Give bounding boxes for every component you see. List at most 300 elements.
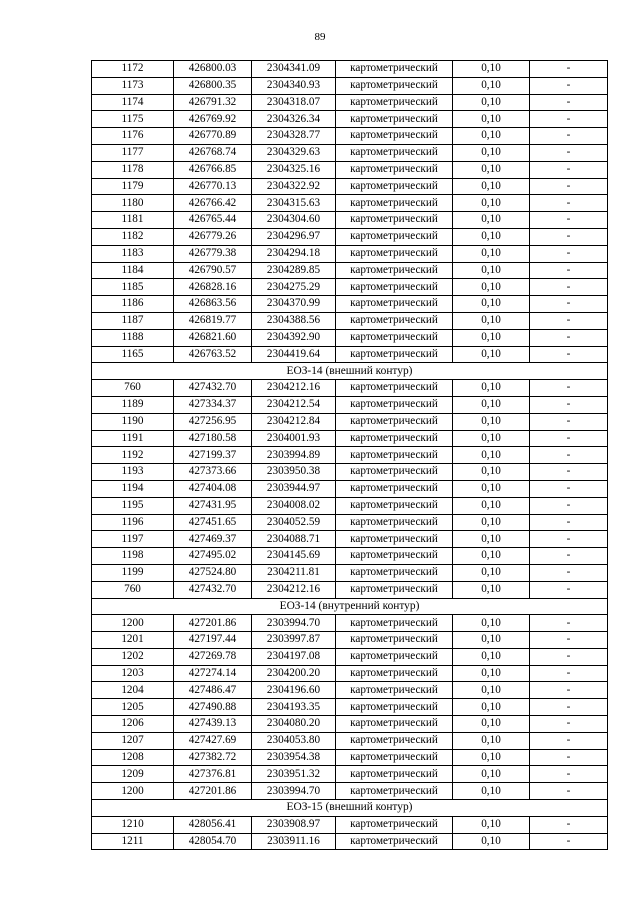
table-row bbox=[92, 816, 608, 833]
point-number-cell: 1198 bbox=[92, 548, 174, 565]
method-cell: картометрический bbox=[336, 111, 453, 128]
x-coordinate-cell: 427180.58 bbox=[174, 430, 252, 447]
note-cell: - bbox=[530, 716, 608, 733]
method-cell: картометрический bbox=[336, 632, 453, 649]
method-cell: картометрический bbox=[336, 447, 453, 464]
accuracy-cell: 0,10 bbox=[453, 111, 530, 128]
x-coordinate-cell: 427199.37 bbox=[174, 447, 252, 464]
accuracy-cell: 0,10 bbox=[453, 665, 530, 682]
section-header-row bbox=[92, 800, 608, 817]
point-number-cell: 760 bbox=[92, 581, 174, 598]
method-cell: картометрический bbox=[336, 245, 453, 262]
y-coordinate-cell: 2304196.60 bbox=[252, 682, 336, 699]
method-cell: картометрический bbox=[336, 514, 453, 531]
point-number-cell: 1205 bbox=[92, 699, 174, 716]
note-cell: - bbox=[530, 380, 608, 397]
y-coordinate-cell: 2304341.09 bbox=[252, 61, 336, 78]
method-cell: картометрический bbox=[336, 161, 453, 178]
point-number-cell: 1206 bbox=[92, 716, 174, 733]
accuracy-cell: 0,10 bbox=[453, 783, 530, 800]
method-cell: картометрический bbox=[336, 94, 453, 111]
note-cell: - bbox=[530, 816, 608, 833]
table-row bbox=[92, 413, 608, 430]
method-cell: картометрический bbox=[336, 749, 453, 766]
accuracy-cell: 0,10 bbox=[453, 430, 530, 447]
note-cell: - bbox=[530, 464, 608, 481]
table-row bbox=[92, 329, 608, 346]
y-coordinate-cell: 2304419.64 bbox=[252, 346, 336, 363]
accuracy-cell: 0,10 bbox=[453, 480, 530, 497]
point-number-cell: 1176 bbox=[92, 128, 174, 145]
table-row bbox=[92, 548, 608, 565]
x-coordinate-cell: 426800.35 bbox=[174, 77, 252, 94]
method-cell: картометрический bbox=[336, 581, 453, 598]
method-cell: картометрический bbox=[336, 128, 453, 145]
method-cell: картометрический bbox=[336, 615, 453, 632]
method-cell: картометрический bbox=[336, 279, 453, 296]
point-number-cell: 1173 bbox=[92, 77, 174, 94]
point-number-cell: 1208 bbox=[92, 749, 174, 766]
accuracy-cell: 0,10 bbox=[453, 564, 530, 581]
table-row bbox=[92, 497, 608, 514]
table-row bbox=[92, 346, 608, 363]
x-coordinate-cell: 427256.95 bbox=[174, 413, 252, 430]
x-coordinate-cell: 427469.37 bbox=[174, 531, 252, 548]
table-row bbox=[92, 178, 608, 195]
accuracy-cell: 0,10 bbox=[453, 732, 530, 749]
note-cell: - bbox=[530, 212, 608, 229]
method-cell: картометрический bbox=[336, 212, 453, 229]
accuracy-cell: 0,10 bbox=[453, 648, 530, 665]
y-coordinate-cell: 2304322.92 bbox=[252, 178, 336, 195]
table-row bbox=[92, 195, 608, 212]
point-number-cell: 1172 bbox=[92, 61, 174, 78]
table-row bbox=[92, 447, 608, 464]
accuracy-cell: 0,10 bbox=[453, 413, 530, 430]
point-number-cell: 1189 bbox=[92, 396, 174, 413]
y-coordinate-cell: 2304328.77 bbox=[252, 128, 336, 145]
x-coordinate-cell: 427431.95 bbox=[174, 497, 252, 514]
table-row bbox=[92, 480, 608, 497]
accuracy-cell: 0,10 bbox=[453, 329, 530, 346]
accuracy-cell: 0,10 bbox=[453, 195, 530, 212]
table-row bbox=[92, 61, 608, 78]
accuracy-cell: 0,10 bbox=[453, 749, 530, 766]
accuracy-cell: 0,10 bbox=[453, 396, 530, 413]
note-cell: - bbox=[530, 732, 608, 749]
x-coordinate-cell: 426779.38 bbox=[174, 245, 252, 262]
x-coordinate-cell: 427334.37 bbox=[174, 396, 252, 413]
method-cell: картометрический bbox=[336, 766, 453, 783]
note-cell: - bbox=[530, 665, 608, 682]
accuracy-cell: 0,10 bbox=[453, 632, 530, 649]
note-cell: - bbox=[530, 262, 608, 279]
y-coordinate-cell: 2304392.90 bbox=[252, 329, 336, 346]
point-number-cell: 1186 bbox=[92, 296, 174, 313]
point-number-cell: 1190 bbox=[92, 413, 174, 430]
point-number-cell: 1207 bbox=[92, 732, 174, 749]
accuracy-cell: 0,10 bbox=[453, 212, 530, 229]
method-cell: картометрический bbox=[336, 833, 453, 850]
point-number-cell: 1175 bbox=[92, 111, 174, 128]
table-row bbox=[92, 212, 608, 229]
y-coordinate-cell: 2304145.69 bbox=[252, 548, 336, 565]
method-cell: картометрический bbox=[336, 262, 453, 279]
table-row bbox=[92, 716, 608, 733]
accuracy-cell: 0,10 bbox=[453, 766, 530, 783]
point-number-cell: 1195 bbox=[92, 497, 174, 514]
y-coordinate-cell: 2304052.59 bbox=[252, 514, 336, 531]
method-cell: картометрический bbox=[336, 716, 453, 733]
table-row bbox=[92, 161, 608, 178]
table-row bbox=[92, 581, 608, 598]
method-cell: картометрический bbox=[336, 783, 453, 800]
x-coordinate-cell: 427490.88 bbox=[174, 699, 252, 716]
section-header-row bbox=[92, 363, 608, 380]
y-coordinate-cell: 2303994.70 bbox=[252, 783, 336, 800]
table-row bbox=[92, 430, 608, 447]
y-coordinate-cell: 2304340.93 bbox=[252, 77, 336, 94]
method-cell: картометрический bbox=[336, 396, 453, 413]
table-row bbox=[92, 682, 608, 699]
x-coordinate-cell: 426766.85 bbox=[174, 161, 252, 178]
method-cell: картометрический bbox=[336, 77, 453, 94]
table-row bbox=[92, 833, 608, 850]
x-coordinate-cell: 427404.08 bbox=[174, 480, 252, 497]
point-number-cell: 1200 bbox=[92, 615, 174, 632]
accuracy-cell: 0,10 bbox=[453, 262, 530, 279]
note-cell: - bbox=[530, 94, 608, 111]
point-number-cell: 1202 bbox=[92, 648, 174, 665]
y-coordinate-cell: 2304200.20 bbox=[252, 665, 336, 682]
point-number-cell: 1197 bbox=[92, 531, 174, 548]
table-row bbox=[92, 464, 608, 481]
accuracy-cell: 0,10 bbox=[453, 279, 530, 296]
y-coordinate-cell: 2304001.93 bbox=[252, 430, 336, 447]
point-number-cell: 1181 bbox=[92, 212, 174, 229]
point-number-cell: 1182 bbox=[92, 228, 174, 245]
table-row bbox=[92, 245, 608, 262]
point-number-cell: 1200 bbox=[92, 783, 174, 800]
method-cell: картометрический bbox=[336, 296, 453, 313]
accuracy-cell: 0,10 bbox=[453, 816, 530, 833]
x-coordinate-cell: 426821.60 bbox=[174, 329, 252, 346]
x-coordinate-cell: 427274.14 bbox=[174, 665, 252, 682]
accuracy-cell: 0,10 bbox=[453, 94, 530, 111]
x-coordinate-cell: 427376.81 bbox=[174, 766, 252, 783]
y-coordinate-cell: 2303997.87 bbox=[252, 632, 336, 649]
point-number-cell: 1204 bbox=[92, 682, 174, 699]
method-cell: картометрический bbox=[336, 497, 453, 514]
x-coordinate-cell: 426863.56 bbox=[174, 296, 252, 313]
x-coordinate-cell: 426766.42 bbox=[174, 195, 252, 212]
point-number-cell: 1201 bbox=[92, 632, 174, 649]
method-cell: картометрический bbox=[336, 430, 453, 447]
table-row bbox=[92, 128, 608, 145]
note-cell: - bbox=[530, 682, 608, 699]
note-cell: - bbox=[530, 648, 608, 665]
accuracy-cell: 0,10 bbox=[453, 447, 530, 464]
accuracy-cell: 0,10 bbox=[453, 464, 530, 481]
accuracy-cell: 0,10 bbox=[453, 61, 530, 78]
y-coordinate-cell: 2303911.16 bbox=[252, 833, 336, 850]
y-coordinate-cell: 2303950.38 bbox=[252, 464, 336, 481]
point-number-cell: 1194 bbox=[92, 480, 174, 497]
note-cell: - bbox=[530, 195, 608, 212]
y-coordinate-cell: 2304212.16 bbox=[252, 581, 336, 598]
y-coordinate-cell: 2304315.63 bbox=[252, 195, 336, 212]
y-coordinate-cell: 2303944.97 bbox=[252, 480, 336, 497]
accuracy-cell: 0,10 bbox=[453, 581, 530, 598]
y-coordinate-cell: 2304008.02 bbox=[252, 497, 336, 514]
point-number-cell: 1192 bbox=[92, 447, 174, 464]
accuracy-cell: 0,10 bbox=[453, 615, 530, 632]
point-number-cell: 1180 bbox=[92, 195, 174, 212]
note-cell: - bbox=[530, 329, 608, 346]
x-coordinate-cell: 426770.89 bbox=[174, 128, 252, 145]
point-number-cell: 1184 bbox=[92, 262, 174, 279]
accuracy-cell: 0,10 bbox=[453, 245, 530, 262]
note-cell: - bbox=[530, 296, 608, 313]
x-coordinate-cell: 428054.70 bbox=[174, 833, 252, 850]
method-cell: картометрический bbox=[336, 732, 453, 749]
accuracy-cell: 0,10 bbox=[453, 296, 530, 313]
x-coordinate-cell: 427373.66 bbox=[174, 464, 252, 481]
point-number-cell: 760 bbox=[92, 380, 174, 397]
table-row bbox=[92, 531, 608, 548]
y-coordinate-cell: 2303994.89 bbox=[252, 447, 336, 464]
x-coordinate-cell: 427197.44 bbox=[174, 632, 252, 649]
note-cell: - bbox=[530, 61, 608, 78]
accuracy-cell: 0,10 bbox=[453, 380, 530, 397]
y-coordinate-cell: 2304088.71 bbox=[252, 531, 336, 548]
accuracy-cell: 0,10 bbox=[453, 178, 530, 195]
method-cell: картометрический bbox=[336, 564, 453, 581]
note-cell: - bbox=[530, 581, 608, 598]
note-cell: - bbox=[530, 144, 608, 161]
table-row bbox=[92, 564, 608, 581]
method-cell: картометрический bbox=[336, 380, 453, 397]
coordinates-table bbox=[91, 60, 608, 850]
table-row bbox=[92, 228, 608, 245]
point-number-cell: 1183 bbox=[92, 245, 174, 262]
method-cell: картометрический bbox=[336, 144, 453, 161]
x-coordinate-cell: 426819.77 bbox=[174, 312, 252, 329]
x-coordinate-cell: 427432.70 bbox=[174, 581, 252, 598]
method-cell: картометрический bbox=[336, 312, 453, 329]
x-coordinate-cell: 427382.72 bbox=[174, 749, 252, 766]
note-cell: - bbox=[530, 514, 608, 531]
x-coordinate-cell: 427201.86 bbox=[174, 783, 252, 800]
method-cell: картометрический bbox=[336, 464, 453, 481]
x-coordinate-cell: 428056.41 bbox=[174, 816, 252, 833]
accuracy-cell: 0,10 bbox=[453, 161, 530, 178]
table-row bbox=[92, 514, 608, 531]
method-cell: картометрический bbox=[336, 548, 453, 565]
x-coordinate-cell: 427269.78 bbox=[174, 648, 252, 665]
table-row bbox=[92, 732, 608, 749]
point-number-cell: 1187 bbox=[92, 312, 174, 329]
y-coordinate-cell: 2304197.08 bbox=[252, 648, 336, 665]
x-coordinate-cell: 427486.47 bbox=[174, 682, 252, 699]
accuracy-cell: 0,10 bbox=[453, 833, 530, 850]
x-coordinate-cell: 427524.80 bbox=[174, 564, 252, 581]
note-cell: - bbox=[530, 531, 608, 548]
table-row bbox=[92, 262, 608, 279]
x-coordinate-cell: 427427.69 bbox=[174, 732, 252, 749]
y-coordinate-cell: 2303951.32 bbox=[252, 766, 336, 783]
x-coordinate-cell: 426791.32 bbox=[174, 94, 252, 111]
note-cell: - bbox=[530, 447, 608, 464]
section-title: ЕОЗ-14 (внутренний контур) bbox=[92, 598, 608, 615]
table-row bbox=[92, 94, 608, 111]
y-coordinate-cell: 2304275.29 bbox=[252, 279, 336, 296]
method-cell: картометрический bbox=[336, 61, 453, 78]
accuracy-cell: 0,10 bbox=[453, 497, 530, 514]
accuracy-cell: 0,10 bbox=[453, 346, 530, 363]
y-coordinate-cell: 2304326.34 bbox=[252, 111, 336, 128]
section-header-row bbox=[92, 598, 608, 615]
note-cell: - bbox=[530, 699, 608, 716]
method-cell: картометрический bbox=[336, 699, 453, 716]
table-row bbox=[92, 296, 608, 313]
method-cell: картометрический bbox=[336, 531, 453, 548]
note-cell: - bbox=[530, 480, 608, 497]
note-cell: - bbox=[530, 178, 608, 195]
table-row bbox=[92, 77, 608, 94]
point-number-cell: 1193 bbox=[92, 464, 174, 481]
accuracy-cell: 0,10 bbox=[453, 514, 530, 531]
y-coordinate-cell: 2304329.63 bbox=[252, 144, 336, 161]
y-coordinate-cell: 2304211.81 bbox=[252, 564, 336, 581]
point-number-cell: 1211 bbox=[92, 833, 174, 850]
table-row bbox=[92, 615, 608, 632]
note-cell: - bbox=[530, 833, 608, 850]
table-row bbox=[92, 632, 608, 649]
note-cell: - bbox=[530, 430, 608, 447]
x-coordinate-cell: 427451.65 bbox=[174, 514, 252, 531]
method-cell: картометрический bbox=[336, 413, 453, 430]
note-cell: - bbox=[530, 77, 608, 94]
table-row bbox=[92, 279, 608, 296]
section-title: ЕОЗ-14 (внешний контур) bbox=[92, 363, 608, 380]
note-cell: - bbox=[530, 749, 608, 766]
x-coordinate-cell: 426763.52 bbox=[174, 346, 252, 363]
note-cell: - bbox=[530, 346, 608, 363]
table-row bbox=[92, 648, 608, 665]
x-coordinate-cell: 427439.13 bbox=[174, 716, 252, 733]
x-coordinate-cell: 426800.03 bbox=[174, 61, 252, 78]
table-row bbox=[92, 749, 608, 766]
y-coordinate-cell: 2304296.97 bbox=[252, 228, 336, 245]
x-coordinate-cell: 426769.92 bbox=[174, 111, 252, 128]
y-coordinate-cell: 2304388.56 bbox=[252, 312, 336, 329]
x-coordinate-cell: 426765.44 bbox=[174, 212, 252, 229]
point-number-cell: 1196 bbox=[92, 514, 174, 531]
page-number: 89 bbox=[314, 31, 326, 43]
accuracy-cell: 0,10 bbox=[453, 128, 530, 145]
table-row bbox=[92, 699, 608, 716]
point-number-cell: 1203 bbox=[92, 665, 174, 682]
x-coordinate-cell: 426770.13 bbox=[174, 178, 252, 195]
method-cell: картометрический bbox=[336, 648, 453, 665]
y-coordinate-cell: 2304294.18 bbox=[252, 245, 336, 262]
y-coordinate-cell: 2304212.84 bbox=[252, 413, 336, 430]
accuracy-cell: 0,10 bbox=[453, 548, 530, 565]
section-title: ЕОЗ-15 (внешний контур) bbox=[92, 800, 608, 817]
method-cell: картометрический bbox=[336, 346, 453, 363]
y-coordinate-cell: 2303954.38 bbox=[252, 749, 336, 766]
y-coordinate-cell: 2304370.99 bbox=[252, 296, 336, 313]
note-cell: - bbox=[530, 766, 608, 783]
table-row bbox=[92, 766, 608, 783]
note-cell: - bbox=[530, 396, 608, 413]
table-row bbox=[92, 665, 608, 682]
note-cell: - bbox=[530, 245, 608, 262]
note-cell: - bbox=[530, 615, 608, 632]
accuracy-cell: 0,10 bbox=[453, 531, 530, 548]
x-coordinate-cell: 426768.74 bbox=[174, 144, 252, 161]
accuracy-cell: 0,10 bbox=[453, 682, 530, 699]
x-coordinate-cell: 426828.16 bbox=[174, 279, 252, 296]
y-coordinate-cell: 2304053.80 bbox=[252, 732, 336, 749]
table-row bbox=[92, 380, 608, 397]
method-cell: картометрический bbox=[336, 195, 453, 212]
table-row bbox=[92, 312, 608, 329]
y-coordinate-cell: 2304212.54 bbox=[252, 396, 336, 413]
table-row bbox=[92, 144, 608, 161]
note-cell: - bbox=[530, 128, 608, 145]
y-coordinate-cell: 2303994.70 bbox=[252, 615, 336, 632]
note-cell: - bbox=[530, 632, 608, 649]
accuracy-cell: 0,10 bbox=[453, 77, 530, 94]
point-number-cell: 1179 bbox=[92, 178, 174, 195]
accuracy-cell: 0,10 bbox=[453, 228, 530, 245]
method-cell: картометрический bbox=[336, 665, 453, 682]
y-coordinate-cell: 2304318.07 bbox=[252, 94, 336, 111]
note-cell: - bbox=[530, 228, 608, 245]
method-cell: картометрический bbox=[336, 228, 453, 245]
method-cell: картометрический bbox=[336, 329, 453, 346]
x-coordinate-cell: 426790.57 bbox=[174, 262, 252, 279]
point-number-cell: 1165 bbox=[92, 346, 174, 363]
accuracy-cell: 0,10 bbox=[453, 312, 530, 329]
method-cell: картометрический bbox=[336, 816, 453, 833]
accuracy-cell: 0,10 bbox=[453, 716, 530, 733]
coordinates-table-body bbox=[92, 61, 608, 850]
method-cell: картометрический bbox=[336, 480, 453, 497]
y-coordinate-cell: 2304193.35 bbox=[252, 699, 336, 716]
table-row bbox=[92, 783, 608, 800]
point-number-cell: 1209 bbox=[92, 766, 174, 783]
point-number-cell: 1174 bbox=[92, 94, 174, 111]
point-number-cell: 1177 bbox=[92, 144, 174, 161]
accuracy-cell: 0,10 bbox=[453, 699, 530, 716]
note-cell: - bbox=[530, 413, 608, 430]
x-coordinate-cell: 426779.26 bbox=[174, 228, 252, 245]
accuracy-cell: 0,10 bbox=[453, 144, 530, 161]
point-number-cell: 1199 bbox=[92, 564, 174, 581]
note-cell: - bbox=[530, 783, 608, 800]
method-cell: картометрический bbox=[336, 178, 453, 195]
point-number-cell: 1210 bbox=[92, 816, 174, 833]
note-cell: - bbox=[530, 111, 608, 128]
point-number-cell: 1185 bbox=[92, 279, 174, 296]
point-number-cell: 1178 bbox=[92, 161, 174, 178]
table-row bbox=[92, 111, 608, 128]
point-number-cell: 1188 bbox=[92, 329, 174, 346]
x-coordinate-cell: 427432.70 bbox=[174, 380, 252, 397]
